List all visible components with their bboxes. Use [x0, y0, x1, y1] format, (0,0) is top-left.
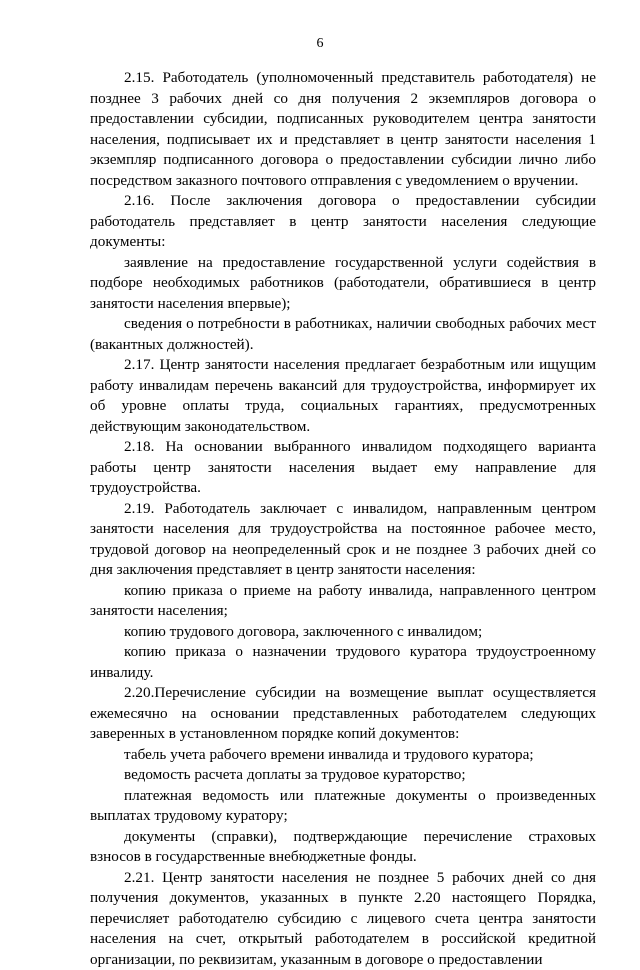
paragraph-2-17: 2.17. Центр занятости населения предлагает безработным или ищущим работу инвалидам перечень вакансий для трудоустройства, информирует их об уровне оплаты труда, социальных гарантиях, предусмотренных действующим законодательством. [90, 355, 596, 437]
paragraph-2-15: 2.15. Работодатель (уполномоченный представитель работодателя) не позднее 3 рабочих дней со дня получения 2 экземпляров договора о предоставлении субсидии, подписанных руководителем центра занятости населения, подписывает их и представляет в центр занятости населения 1 экземпляр подписанного договора о предоставлении субсидии лично либо посредством заказного почтового отправления с уведомлением о вручении. [90, 68, 596, 191]
paragraph-2-18: 2.18. На основании выбранного инвалидом подходящего варианта работы центр занятости населения выдает ему направление для трудоустройства. [90, 437, 596, 499]
list-item: ведомость расчета доплаты за трудовое кураторство; [90, 765, 596, 786]
list-item: копию приказа о назначении трудового куратора трудоустроенному инвалиду. [90, 642, 596, 683]
list-item: табель учета рабочего времени инвалида и трудового куратора; [90, 745, 596, 766]
list-item: заявление на предоставление государственной услуги содействия в подборе необходимых работников (работодатели, обратившиеся в центр занятости населения впервые); [90, 253, 596, 315]
paragraph-2-16: 2.16. После заключения договора о предоставлении субсидии работодатель представляет в центр занятости населения следующие документы: [90, 191, 596, 253]
paragraph-2-20: 2.20.Перечисление субсидии на возмещение выплат осуществляется ежемесячно на основании представленных работодателем следующих заверенных в установленном порядке копий документов: [90, 683, 596, 745]
page-number: 6 [0, 36, 640, 52]
list-item: платежная ведомость или платежные документы о произведенных выплатах трудовому куратору; [90, 786, 596, 827]
list-item: документы (справки), подтверждающие перечисление страховых взносов в государственные внебюджетные фонды. [90, 827, 596, 868]
document-body [90, 68, 596, 970]
list-item: копию трудового договора, заключенного с инвалидом; [90, 622, 596, 643]
list-item: копию приказа о приеме на работу инвалида, направленного центром занятости населения; [90, 581, 596, 622]
list-item: сведения о потребности в работниках, наличии свободных рабочих мест (вакантных должностей). [90, 314, 596, 355]
paragraph-2-21: 2.21. Центр занятости населения не позднее 5 рабочих дней со дня получения документов, указанных в пункте 2.20 настоящего Порядка, перечисляет работодателю субсидию с лицевого счета центра занятости населения на счет, открытый работодателем в российской кредитной организации, по реквизитам, указанным в договоре о предоставлении [90, 868, 596, 970]
paragraph-2-19: 2.19. Работодатель заключает с инвалидом, направленным центром занятости населения для трудоустройства на постоянное рабочее место, трудовой договор на неопределенный срок и не позднее 3 рабочих дней со дня заключения представляет в центр занятости населения: [90, 499, 596, 581]
